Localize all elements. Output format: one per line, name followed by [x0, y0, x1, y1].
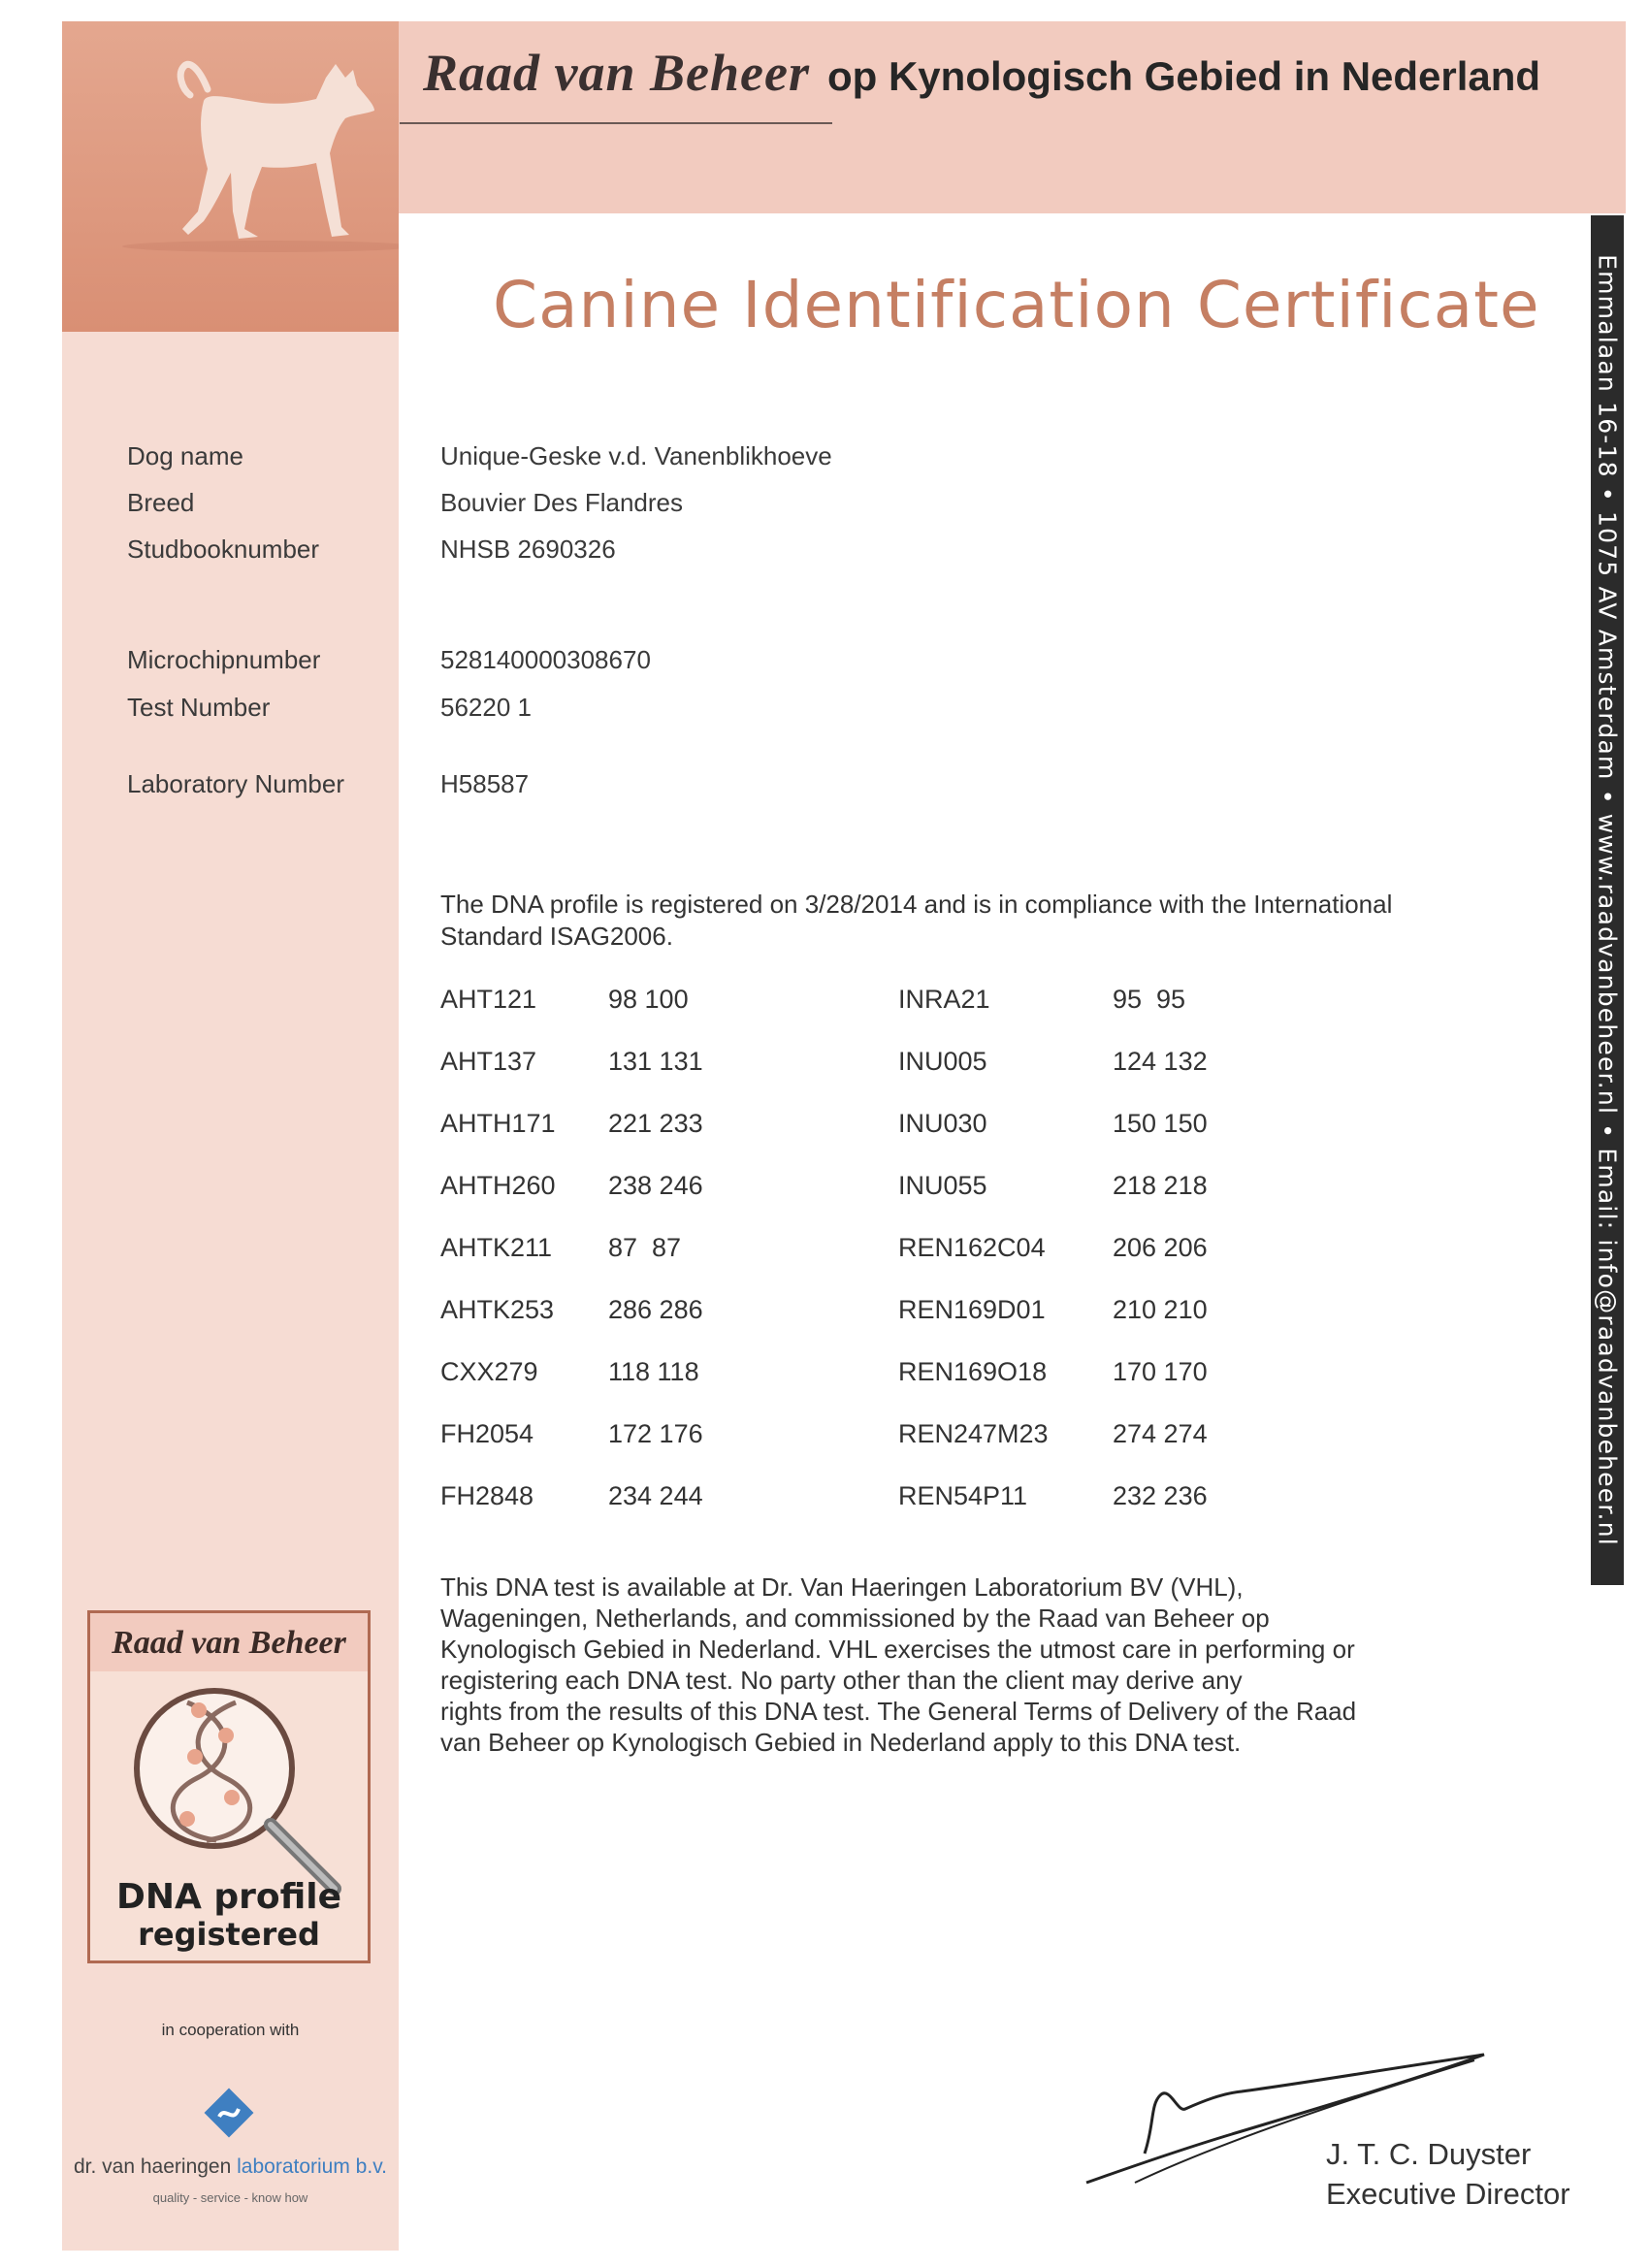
marker-name: FH2848 [440, 1481, 534, 1510]
marker-name: INU055 [898, 1171, 987, 1200]
registration-statement: The DNA profile is registered on 3/28/2014 and is in compliance with the International Standard ISAG2006. [440, 890, 1393, 951]
disclaimer-line: registering each DNA test. No party other than the client may derive any [440, 1666, 1243, 1695]
badge-line-registered: registered [138, 1916, 320, 1953]
marker-alleles: 218 218 [1113, 1171, 1208, 1200]
marker-name: REN162C04 [898, 1233, 1046, 1262]
marker-alleles: 95 95 [1113, 985, 1186, 1014]
signatory-title: Executive Director [1326, 2177, 1570, 2211]
lab-logo-icon [198, 2082, 260, 2144]
cooperation-text: in cooperation with [161, 2021, 300, 2039]
marker-alleles: 131 131 [608, 1047, 703, 1076]
certificate-title: Canine Identification Certificate [493, 268, 1540, 342]
disclaimer-line: Wageningen, Netherlands, and commissioned by the Raad van Beheer op [440, 1604, 1270, 1633]
lab-tagline: quality - service - know how [152, 2190, 308, 2205]
lab-name [0, 2155, 461, 2179]
dog-silhouette-icon [62, 21, 399, 332]
test-number-value: 56220 1 [440, 693, 532, 722]
marker-name: REN247M23 [898, 1419, 1049, 1448]
studbook-value: NHSB 2690326 [440, 535, 616, 564]
dog-name-value: Unique-Geske v.d. Vanenblikhoeve [440, 441, 832, 470]
marker-alleles: 286 286 [608, 1295, 703, 1324]
dog-logo [62, 21, 399, 332]
marker-alleles: 172 176 [608, 1419, 703, 1448]
marker-alleles: 118 118 [608, 1357, 699, 1386]
marker-alleles: 221 233 [608, 1109, 703, 1138]
marker-alleles: 150 150 [1113, 1109, 1208, 1138]
marker-name: AHT137 [440, 1047, 537, 1076]
badge-title: Raad van Beheer [112, 1625, 346, 1661]
marker-alleles: 210 210 [1113, 1295, 1208, 1324]
marker-name: REN54P11 [898, 1481, 1028, 1510]
marker-name: INU005 [898, 1047, 987, 1076]
lab-name-accent: laboratorium b.v. [237, 2155, 387, 2178]
breed-value: Bouvier Des Flandres [440, 488, 683, 517]
lab-name-plain: dr. van haeringen [74, 2155, 238, 2178]
marker-name: CXX279 [440, 1357, 538, 1386]
studbook-label: Studbooknumber [127, 535, 320, 564]
disclaimer-text [440, 1571, 1449, 1758]
laboratory-number-value: H58587 [440, 769, 530, 798]
marker-name: AHTK211 [440, 1233, 553, 1262]
disclaimer-line: rights from the results of this DNA test. The General Terms of Delivery of the Raad [440, 1697, 1357, 1726]
marker-name: AHTH171 [440, 1109, 556, 1138]
dna-profile-badge [87, 1610, 371, 1963]
badge-line-dna-profile: DNA profile [115, 1877, 342, 1917]
org-name-rest: op Kynologisch Gebied in Nederland [827, 53, 1541, 99]
marker-name: FH2054 [440, 1419, 534, 1448]
marker-alleles: 234 244 [608, 1481, 703, 1510]
marker-name: INRA21 [898, 985, 990, 1014]
marker-alleles: 206 206 [1113, 1233, 1208, 1262]
marker-name: AHTK253 [440, 1295, 555, 1324]
address-text: Emmalaan 16-18 • 1075 AV Amsterdam • www.raadvanbeheer.nl • Email: info@raadvanbeheer.nl [1593, 254, 1622, 1546]
microchip-label: Microchipnumber [127, 645, 321, 674]
disclaimer-line: Kynologisch Gebied in Nederland. VHL exercises the utmost care in performing or [440, 1635, 1355, 1664]
marker-name: AHTH260 [440, 1171, 556, 1200]
breed-label: Breed [127, 488, 195, 517]
marker-name: AHT121 [440, 985, 537, 1014]
marker-alleles: 274 274 [1113, 1419, 1208, 1448]
marker-name: REN169O18 [898, 1357, 1048, 1386]
test-number-label: Test Number [127, 693, 271, 722]
marker-alleles: 87 87 [608, 1233, 682, 1262]
marker-alleles: 238 246 [608, 1171, 703, 1200]
disclaimer-line: van Beheer op Kynologisch Gebied in Nederland apply to this DNA test. [440, 1728, 1242, 1757]
marker-alleles: 170 170 [1113, 1357, 1208, 1386]
marker-alleles: 232 236 [1113, 1481, 1208, 1510]
marker-name: REN169D01 [898, 1295, 1046, 1324]
org-name-italic: Raad van Beheer [423, 44, 810, 102]
marker-name: INU030 [898, 1109, 987, 1138]
title-underline [400, 122, 832, 124]
disclaimer-line: This DNA test is available at Dr. Van Haeringen Laboratorium BV (VHL), [440, 1572, 1244, 1602]
microchip-value: 528140000308670 [440, 645, 651, 674]
laboratory-number-label: Laboratory Number [127, 769, 344, 798]
marker-alleles: 124 132 [1113, 1047, 1208, 1076]
dog-name-label: Dog name [127, 441, 243, 470]
organisation-title [423, 43, 1540, 103]
signatory-name: J. T. C. Duyster [1326, 2137, 1532, 2171]
marker-alleles: 98 100 [608, 985, 689, 1014]
